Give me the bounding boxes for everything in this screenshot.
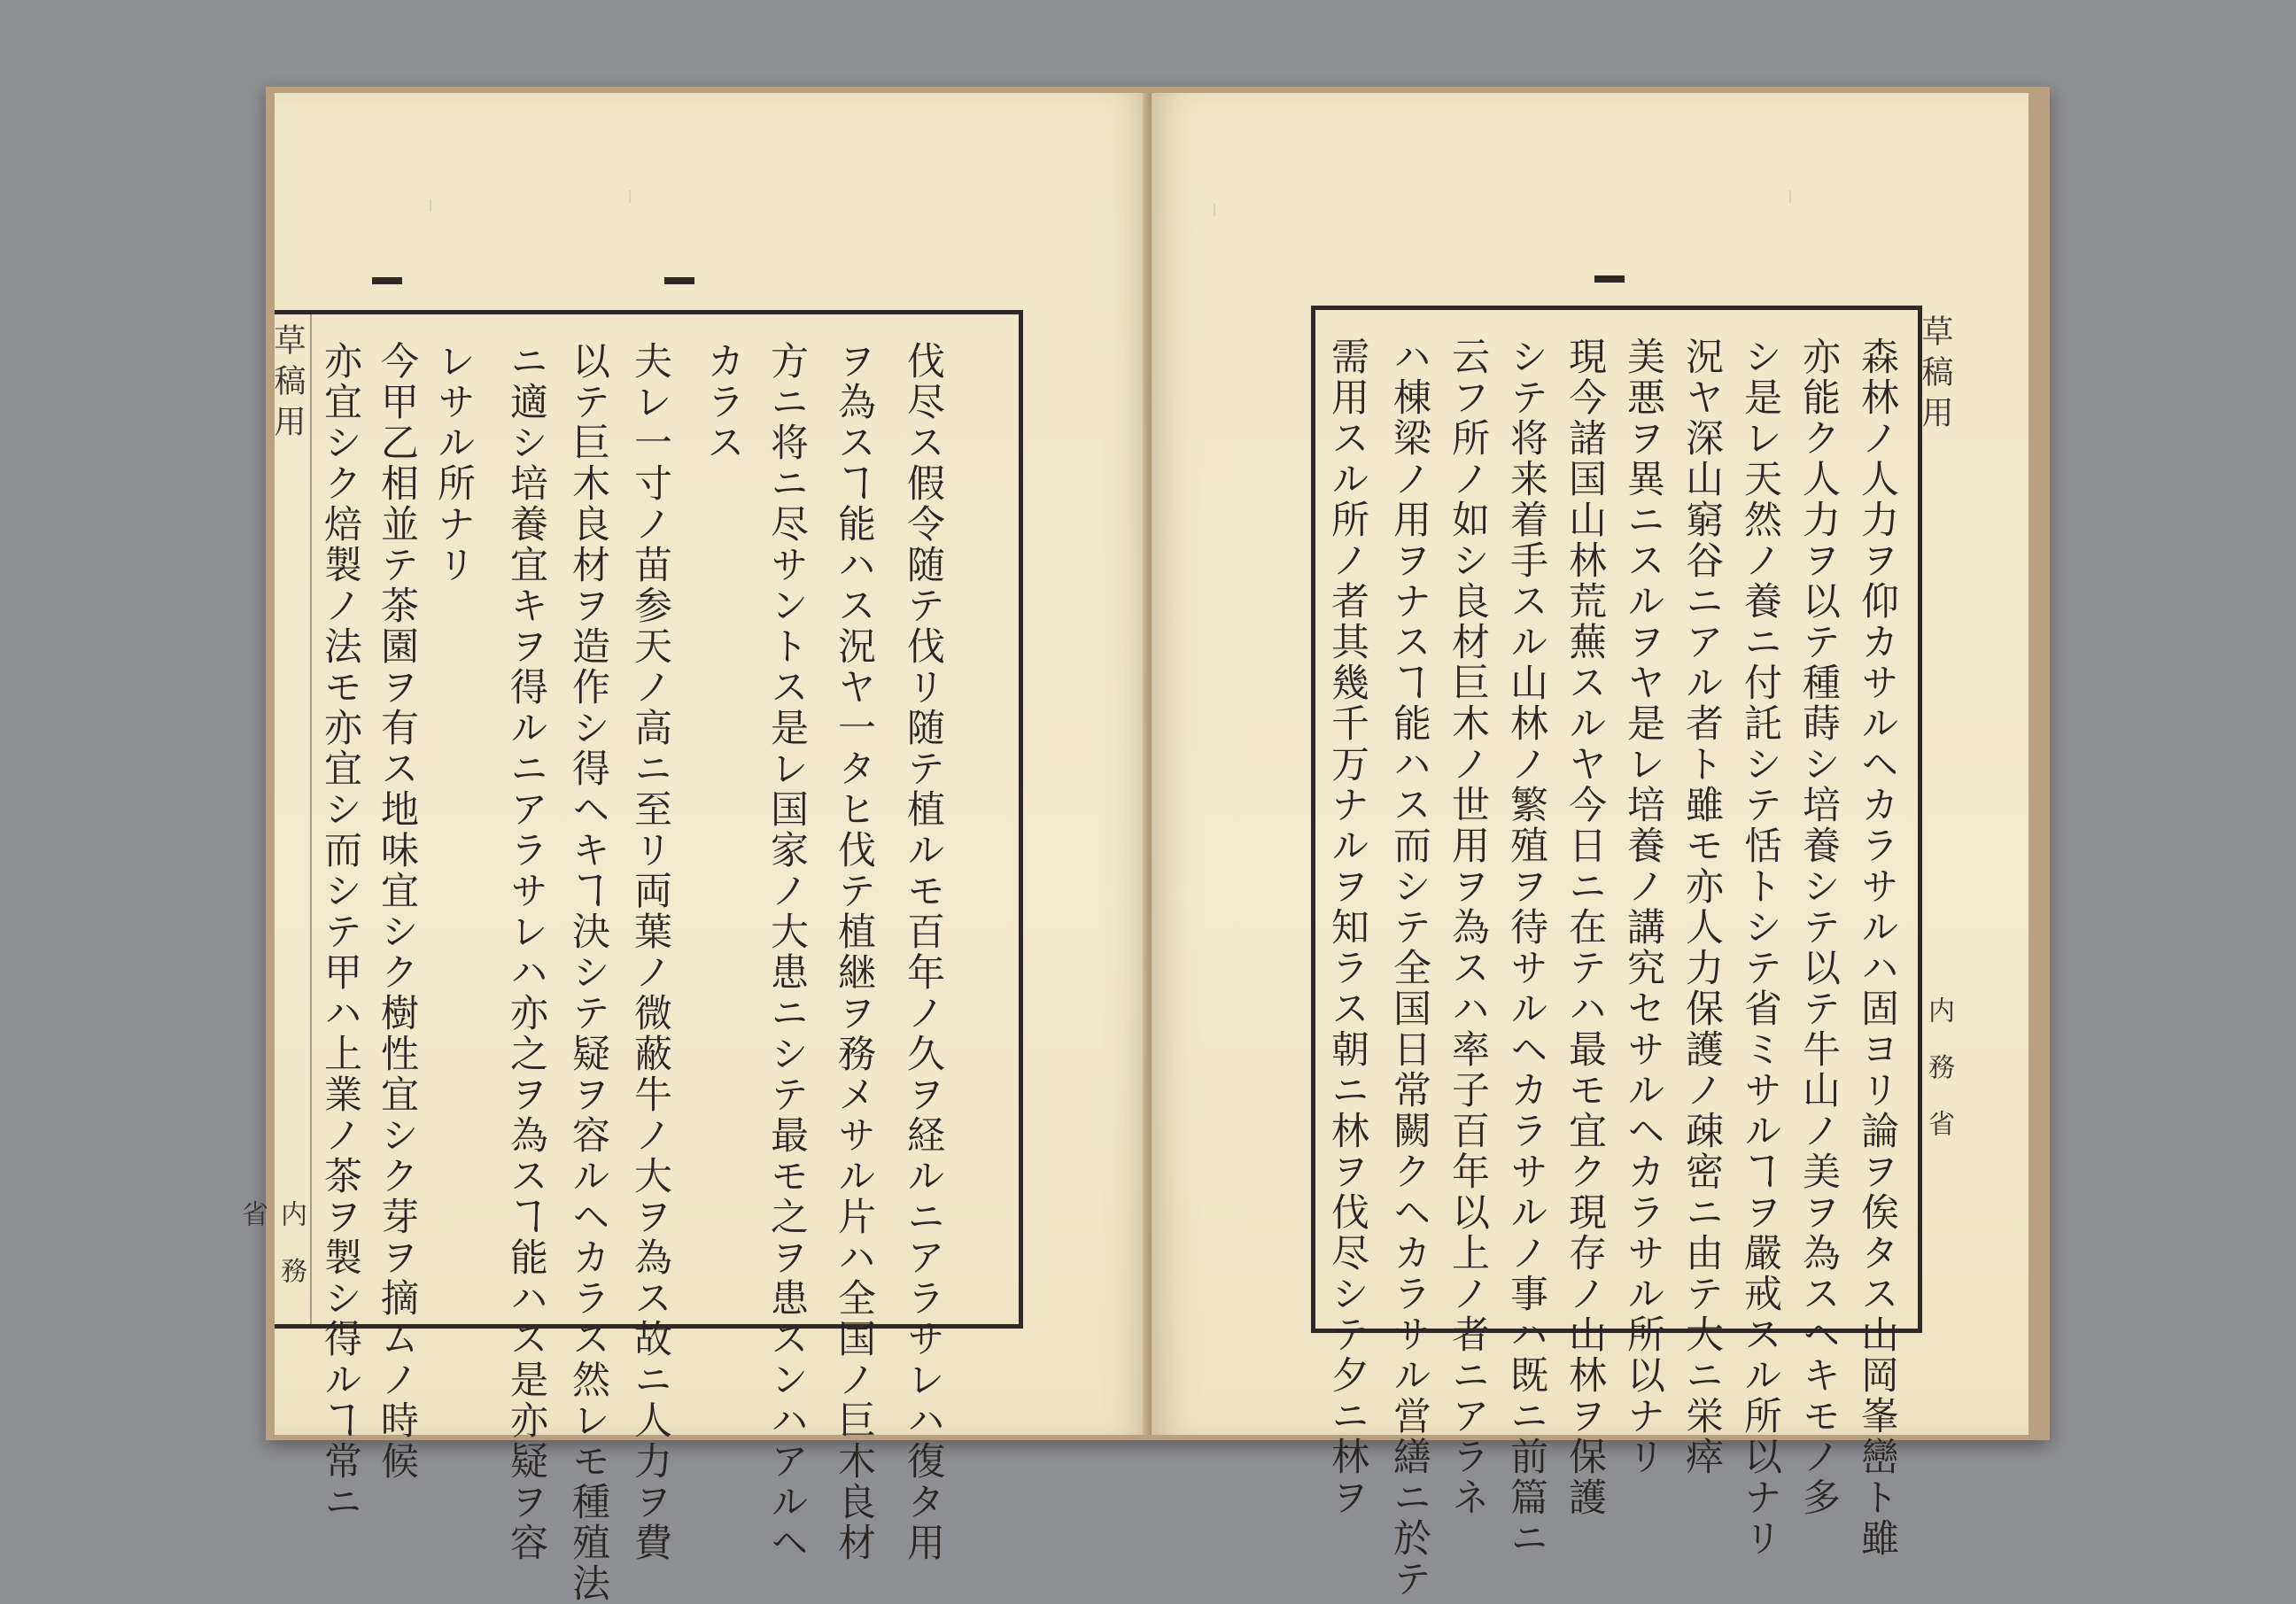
text-column: 夫レ一寸ノ苗参天ノ高ニ至リ両葉ノ微蔽牛ノ大ヲ為ス故ニ人力ヲ費 [628,341,672,1563]
page-header: 草稿用 [269,323,306,446]
column-marker [664,277,694,284]
text-frame [1311,306,1922,1600]
text-column: レサル所ナリ [431,341,476,585]
right-page [1152,93,2028,1600]
left-page [237,93,1150,1604]
text-column: 方ニ将ニ尽サントス是レ国家ノ大患ニシテ最モ之ヲ患スンハアルヘ [764,341,809,1563]
column-marker [1594,275,1625,283]
page-author: 内務省 [237,1200,306,1313]
column-rule [310,314,312,1324]
page-fold-mark [629,190,631,203]
text-column: 美悪ヲ異ニスルヲヤ是レ培養ノ講究セサルヘカラサル所以ナリ [1621,337,1665,1477]
text-column: 現今諸国山林荒蕪スルヤ今日ニ在テハ最モ宜ク現存ノ山林ヲ保護 [1563,337,1607,1518]
text-column: 亦宜シク焙製ノ法モ亦宜シ而シテ甲ハ上業ノ茶ヲ製シ得ルヿ常ニ [318,341,362,1523]
text-column: 云フ所ノ如シ良材巨木ノ世用ヲ為スハ率子百年以上ノ者ニアラネ [1446,337,1490,1518]
text-column: 亦能ク人力ヲ以テ種蒔シ培養シテ以テ牛山ノ美ヲ為スヘキモノ多 [1796,337,1841,1518]
page-fold-mark [1214,204,1215,216]
text-column: 今甲乙相並テ茶園ヲ有ス地味宜シク樹性宜シク芽ヲ摘ムノ時候 [375,341,419,1482]
text-frame [237,310,1023,1604]
text-column: 伐尽ス假令随テ伐リ随テ植ルモ百年ノ久ヲ経ルニアラサレハ復タ用 [901,341,945,1563]
text-column: シテ将来着手スル山林ノ繁殖ヲ待サルヘカラサルノ事ハ既ニ前篇ニ [1504,337,1548,1559]
text-column: シ是レ天然ノ養ニ付託シテ恬トシテ省ミサルヿヲ嚴戒スル所以ナリ [1738,337,1782,1559]
column-marker [372,277,402,284]
text-column: 需用スル所ノ者其幾千万ナルヲ知ラス朝ニ林ヲ伐尽シテ夕ニ林ヲ [1325,337,1369,1518]
text-column: 況ヤ深山窮谷ニアル者ト雖モ亦人力保護ノ疎密ニ由テ大ニ栄瘁 [1679,337,1724,1477]
text-column: カラス [701,341,745,463]
text-column: 以テ巨木良材ヲ造作シ得ヘキヿ決シテ疑ヲ容ルヘカラス然レモ種殖法 [566,341,610,1604]
page-header: 草稿用 [1917,314,1953,437]
page-fold-mark [430,199,431,212]
page-author: 内務省 [1923,996,1954,1166]
text-column: 森林ノ人力ヲ仰カサルヘカラサルハ固ヨリ論ヲ俟タス山岡峯巒ト雖 [1855,337,1899,1559]
text-column: ヲ為スヿ能ハス況ヤ一タヒ伐テ植継ヲ務メサル片ハ全国ノ巨木良材 [832,341,876,1563]
page-fold-mark [1789,190,1791,203]
text-column: ハ棟梁ノ用ヲナスヿ能ハス而シテ全国日常闕クヘカラサル営繕ニ於テ [1387,337,1431,1600]
text-column: ニ適シ培養宜キヲ得ルニアラサレハ亦之ヲ為スヿ能ハス是亦疑ヲ容 [504,341,548,1563]
